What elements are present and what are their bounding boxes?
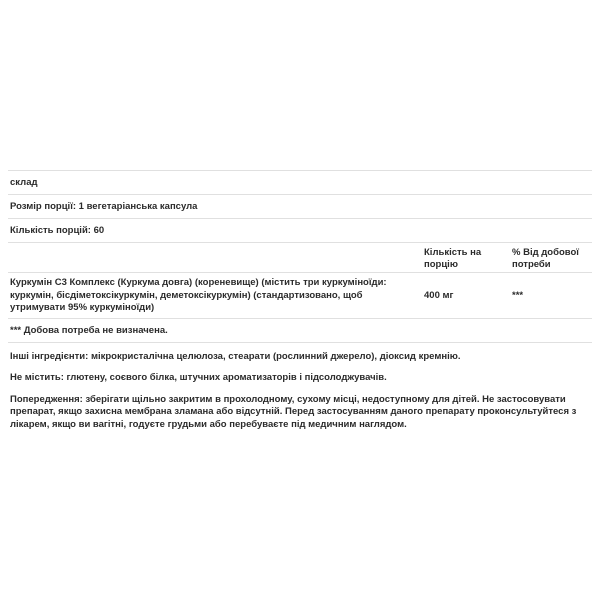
serving-size-text: Розмір порції: 1 вегетаріанська капсула bbox=[10, 201, 198, 212]
warnings-note: Попередження: зберігати щільно закритим в прохолодному, сухому місці, недоступному для дітей. Не застосовувати препарат, якщо захисна мембрана зламана або відсутній. Перед застосуванням даного препарату проконсультуйтеся з лікарем, якщо ви вагітні, годуєте грудьми або перебуваєте під медичним наглядом. bbox=[10, 393, 577, 430]
ingredient-daily-value: *** bbox=[512, 289, 524, 301]
servings-per-container-text: Кількість порцій: 60 bbox=[10, 225, 105, 236]
section-title-row bbox=[8, 170, 592, 194]
ingredient-amount: 400 мг bbox=[424, 289, 454, 301]
other-ingredients-note: Інші інгредієнти: мікрокристалічна целюлоза, стеарати (рослинний джерело), діоксид кремнію. bbox=[10, 350, 461, 362]
footnote-text: *** Добова потреба не визначена. bbox=[10, 324, 168, 336]
ingredient-name: Куркумін C3 Комплекс (Куркума довга) (кореневище) (містить три куркуміноїди: куркумін, бісдіметоксікуркумін, деметоксікуркумін) (стандартизовано, щоб утримувати 95% куркуміноїди) bbox=[10, 277, 387, 313]
supplement-facts-panel bbox=[8, 170, 592, 440]
column-header-amount: Кількість на порцію bbox=[424, 247, 482, 270]
column-header-daily-value: % Від добової потреби bbox=[512, 247, 579, 270]
footnote-row bbox=[8, 318, 592, 343]
notes-section bbox=[8, 351, 592, 432]
section-title: склад bbox=[10, 177, 38, 188]
serving-size-row bbox=[8, 194, 592, 218]
table-header-row bbox=[8, 242, 592, 272]
servings-per-container-row bbox=[8, 218, 592, 242]
contains-no-note: Не містить: глютену, соєвого білка, штучних ароматизаторів і підсолоджувачів. bbox=[10, 372, 387, 383]
table-row bbox=[8, 272, 592, 318]
